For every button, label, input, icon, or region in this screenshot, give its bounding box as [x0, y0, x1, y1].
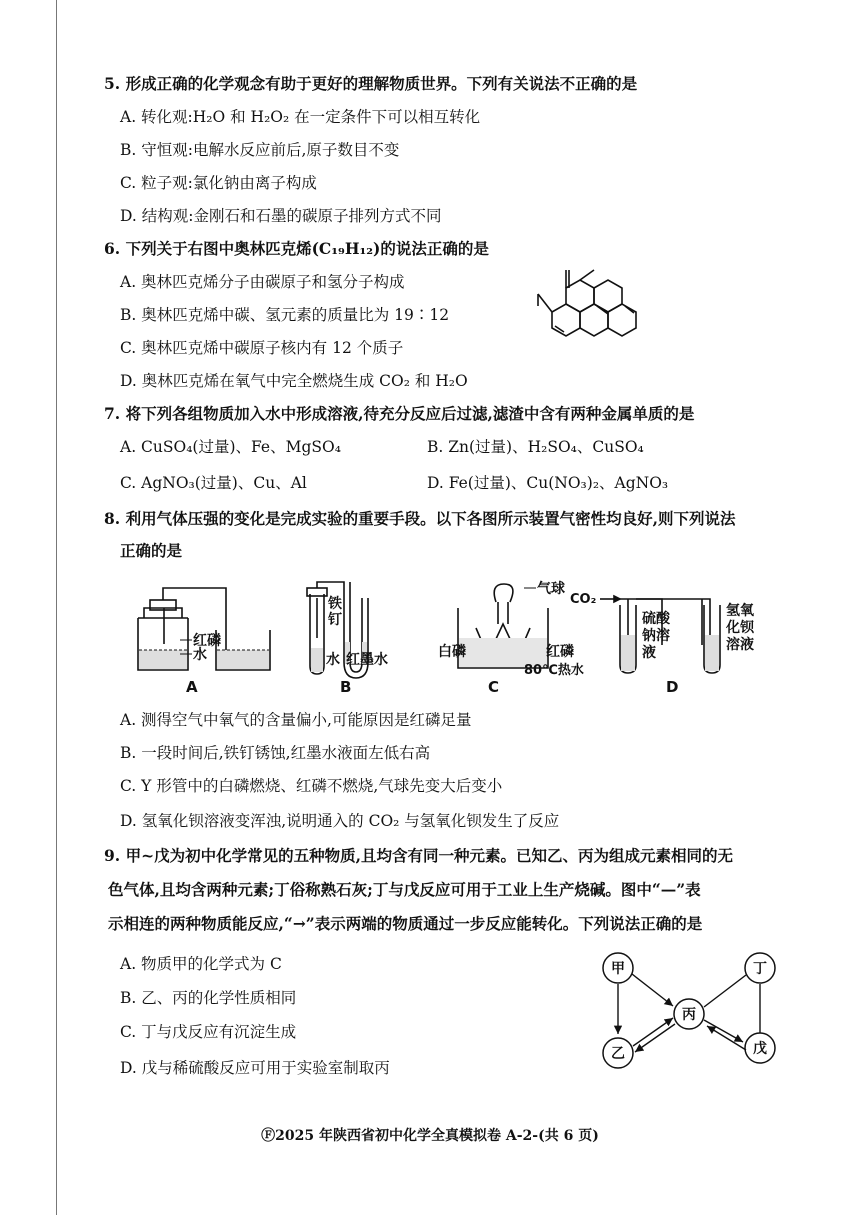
- q6-stem: 6. 下列关于右图中奥林匹克烯(C₁₉H₁₂)的说法正确的是: [104, 239, 489, 258]
- q7-option-d: D. Fe(过量)、Cu(NO₃)₂、AgNO₃: [427, 474, 669, 492]
- fig-d-left-label-2: 钠溶: [642, 628, 670, 644]
- q5-option-c: C. 粒子观:氯化钠由离子构成: [120, 174, 317, 192]
- figure-b-iron-rust-apparatus: [300, 578, 410, 698]
- q9-option-c: C. 丁与戊反应有沉淀生成: [120, 1023, 297, 1041]
- fig-a-red-phosphorus-label: 红磷: [193, 633, 221, 649]
- q9-option-d: D. 戊与稀硫酸反应可用于实验室制取丙: [120, 1059, 390, 1077]
- q9-stem-line2: 色气体,且均含两种元素;丁俗称熟石灰;丁与戊反应可用于工业上生产烧碱。图中“—”表: [108, 880, 701, 899]
- q7-option-b: B. Zn(过量)、H₂SO₄、CuSO₄: [427, 438, 644, 456]
- fig-c-red-phosphorus-label: 红磷: [546, 644, 574, 660]
- fig-a-caption: A: [186, 678, 198, 696]
- figure-c-y-tube-apparatus: [438, 578, 588, 698]
- q8-option-b: B. 一段时间后,铁钉锈蚀,红墨水液面左低右高: [120, 744, 431, 762]
- fig-d-caption: D: [666, 678, 679, 695]
- node-ding-label: 丁: [753, 961, 767, 977]
- q8-option-c: C. Y 形管中的白磷燃烧、红磷不燃烧,气球先变大后变小: [120, 777, 503, 795]
- fig-b-caption: B: [340, 678, 352, 696]
- fig-b-water-label: 水: [326, 652, 340, 668]
- fig-c-white-phosphorus-label: 白磷: [438, 644, 466, 660]
- node-jia-label: 甲: [611, 961, 625, 977]
- fig-b-nail-label-2: 钉: [328, 612, 342, 628]
- page-footer: Ⓕ2025 年陕西省初中化学全真模拟卷 A-2-(共 6 页): [261, 1128, 599, 1144]
- q5-option-a: A. 转化观:H₂O 和 H₂O₂ 在一定条件下可以相互转化: [120, 108, 481, 126]
- fig-d-right-label-2: 化钡: [726, 620, 754, 636]
- fig-d-right-label-3: 溶液: [726, 637, 754, 653]
- q7-stem: 7. 将下列各组物质加入水中形成溶液,待充分反应后过滤,滤渣中含有两种金属单质的是: [104, 404, 695, 423]
- olympicene-structure-diagram: [528, 266, 646, 352]
- q7-option-c: C. AgNO₃(过量)、Cu、Al: [120, 474, 307, 492]
- q6-option-c: C. 奥林匹克烯中碳原子核内有 12 个质子: [120, 339, 404, 357]
- binding-margin-line: [56, 0, 57, 1215]
- fig-b-nail-label-1: 铁: [328, 596, 342, 612]
- q6-option-b: B. 奥林匹克烯中碳、氢元素的质量比为 19∶12: [120, 306, 450, 324]
- q9-option-b: B. 乙、丙的化学性质相同: [120, 989, 297, 1007]
- fig-d-right-label-1: 氢氧: [726, 603, 754, 619]
- q9-substance-relation-diagram: [595, 950, 785, 1070]
- q5-option-b: B. 守恒观:电解水反应前后,原子数目不变: [120, 141, 400, 159]
- figure-a-oxygen-content-apparatus: [130, 578, 280, 698]
- q8-option-d: D. 氢氧化钡溶液变浑浊,说明通入的 CO₂ 与氢氧化钡发生了反应: [120, 812, 560, 830]
- q9-stem-line1: 9. 甲~戊为初中化学常见的五种物质,且均含有同一种元素。已知乙、丙为组成元素相同的无: [104, 846, 733, 865]
- q5-option-d: D. 结构观:金刚石和石墨的碳原子排列方式不同: [120, 207, 442, 225]
- fig-d-co2-label: CO₂: [570, 592, 597, 607]
- q8-stem-line2: 正确的是: [120, 541, 183, 560]
- fig-d-left-label-1: 硫酸: [642, 611, 670, 627]
- fig-c-hot-water-label: 80℃热水: [524, 663, 584, 678]
- fig-c-balloon-label: 气球: [537, 581, 565, 597]
- q9-option-a: A. 物质甲的化学式为 C: [120, 955, 282, 973]
- fig-d-left-label-3: 液: [642, 645, 656, 661]
- q7-option-a: A. CuSO₄(过量)、Fe、MgSO₄: [120, 438, 341, 456]
- node-yi-label: 乙: [611, 1046, 625, 1062]
- q6-option-a: A. 奥林匹克烯分子由碳原子和氢分子构成: [120, 273, 405, 291]
- fig-a-water-label: 水: [193, 647, 207, 663]
- fig-b-red-ink-label: 红墨水: [346, 652, 388, 668]
- node-bing-label: 丙: [682, 1007, 696, 1023]
- q8-option-a: A. 测得空气中氧气的含量偏小,可能原因是红磷足量: [120, 711, 472, 729]
- figure-d-co2-test-tubes: [570, 585, 780, 695]
- q8-stem-line1: 8. 利用气体压强的变化是完成实验的重要手段。以下各图所示装置气密性均良好,则下列说法: [104, 509, 736, 528]
- q5-stem: 5. 形成正确的化学观念有助于更好的理解物质世界。下列有关说法不正确的是: [104, 74, 638, 93]
- node-wu-label: 戊: [753, 1041, 767, 1057]
- q9-stem-line3: 示相连的两种物质能反应,“→”表示两端的物质通过一步反应能转化。下列说法正确的是: [108, 914, 703, 933]
- q6-option-d: D. 奥林匹克烯在氧气中完全燃烧生成 CO₂ 和 H₂O: [120, 372, 468, 390]
- fig-c-caption: C: [488, 678, 500, 696]
